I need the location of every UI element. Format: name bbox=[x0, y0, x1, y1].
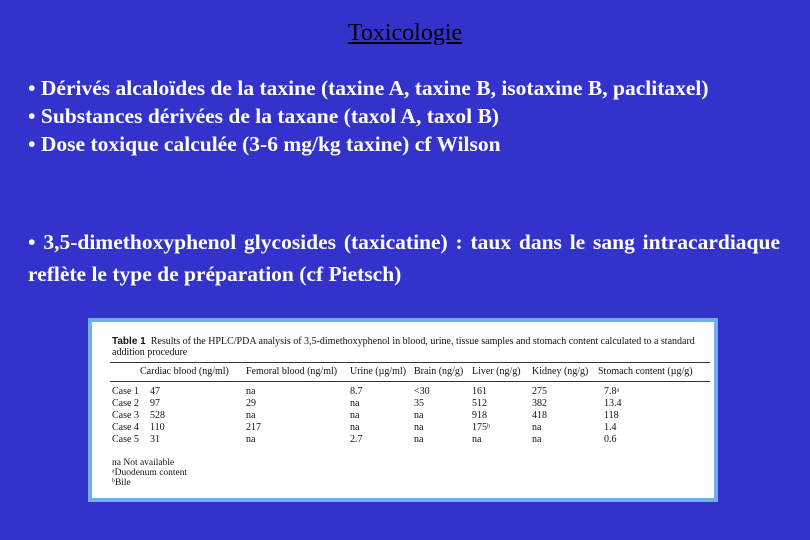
col-header: Brain (ng/g) bbox=[414, 366, 464, 377]
results-table-image bbox=[88, 318, 718, 502]
table-cell-kidney: 418 bbox=[532, 410, 547, 421]
table-cell-femoral: na bbox=[246, 434, 256, 445]
table-cell-case: Case 2 bbox=[112, 398, 139, 409]
table-caption bbox=[112, 336, 712, 358]
table-cell-brain: na bbox=[414, 422, 424, 433]
table-cell-stomach: 118 bbox=[604, 410, 619, 421]
table-cell-brain: 35 bbox=[414, 398, 424, 409]
col-header: Cardiac blood (ng/ml) bbox=[140, 366, 229, 377]
table-cell-urine: 8.7 bbox=[350, 386, 363, 397]
table-cell-stomach: 13.4 bbox=[604, 398, 622, 409]
table-cell-liver: 512 bbox=[472, 398, 487, 409]
table-cell-femoral: na bbox=[246, 386, 256, 397]
col-header: Stomach content (µg/g) bbox=[598, 366, 693, 377]
bullet-item: • Dérivés alcaloïdes de la taxine (taxine A, taxine B, isotaxine B, paclitaxel) bbox=[28, 76, 709, 100]
table-cell-case: Case 4 bbox=[112, 422, 139, 433]
table-row bbox=[92, 410, 714, 422]
col-header: Kidney (ng/g) bbox=[532, 366, 589, 377]
table-cell-stomach: 1.4 bbox=[604, 422, 617, 433]
bullet-item: • Dose toxique calculée (3-6 mg/kg taxine) cf Wilson bbox=[28, 132, 501, 156]
table-cell-cardiac: 47 bbox=[150, 386, 160, 397]
table-cell-urine: na bbox=[350, 398, 360, 409]
table-row bbox=[92, 434, 714, 446]
bullet-list bbox=[28, 74, 780, 158]
table-cell-liver: 175ᵇ bbox=[472, 422, 491, 433]
table-cell-stomach: 7.8ᵃ bbox=[604, 386, 620, 397]
table-cell-cardiac: 31 bbox=[150, 434, 160, 445]
slide-title: Toxicologie bbox=[347, 20, 463, 46]
table-cell-case: Case 5 bbox=[112, 434, 139, 445]
table-cell-urine: 2.7 bbox=[350, 434, 363, 445]
bullet-item-glycosides: • 3,5-dimethoxyphenol glycosides (taxicatine) : taux dans le sang intracardiaque reflète le type de préparation (cf Pietsch) bbox=[28, 230, 780, 286]
table-row bbox=[92, 386, 714, 398]
table-cell-femoral: na bbox=[246, 410, 256, 421]
table-note: ᵃDuodenum content bbox=[112, 468, 188, 478]
table-cell-stomach: 0.6 bbox=[604, 434, 617, 445]
table-row bbox=[92, 422, 714, 434]
table-cell-urine: na bbox=[350, 422, 360, 433]
table-label: Table 1 bbox=[112, 336, 146, 347]
table-cell-brain: na bbox=[414, 434, 424, 445]
table-cell-cardiac: 110 bbox=[150, 422, 165, 433]
table-cell-femoral: 217 bbox=[246, 422, 261, 433]
table-caption-text: Results of the HPLC/PDA analysis of 3,5-dimethoxyphenol in blood, urine, tissue samples and stomach content calculated to a standard addition procedure bbox=[112, 336, 695, 358]
table-cell-liver: na bbox=[472, 434, 482, 445]
table-cell-cardiac: 97 bbox=[150, 398, 160, 409]
col-header: Liver (ng/g) bbox=[472, 366, 521, 377]
table-cell-case: Case 3 bbox=[112, 410, 139, 421]
table-cell-cardiac: 528 bbox=[150, 410, 165, 421]
table-cell-kidney: 275 bbox=[532, 386, 547, 397]
table-cell-kidney: na bbox=[532, 422, 542, 433]
table-note: ᵇBile bbox=[112, 478, 131, 488]
table-cell-urine: na bbox=[350, 410, 360, 421]
table-header-row bbox=[92, 366, 714, 378]
table-cell-liver: 161 bbox=[472, 386, 487, 397]
col-header: Femoral blood (ng/ml) bbox=[246, 366, 338, 377]
bullet-item: • Substances dérivées de la taxane (taxol A, taxol B) bbox=[28, 104, 499, 128]
table-cell-femoral: 29 bbox=[246, 398, 256, 409]
table-cell-brain: <30 bbox=[414, 386, 430, 397]
table-cell-case: Case 1 bbox=[112, 386, 139, 397]
table-rule-header bbox=[110, 381, 710, 382]
table-row bbox=[92, 398, 714, 410]
table-cell-brain: na bbox=[414, 410, 424, 421]
table-cell-kidney: na bbox=[532, 434, 542, 445]
table-rule-top bbox=[110, 362, 710, 363]
table-cell-liver: 918 bbox=[472, 410, 487, 421]
col-header: Urine (µg/ml) bbox=[350, 366, 407, 377]
table-cell-kidney: 382 bbox=[532, 398, 547, 409]
table-note: na Not available bbox=[112, 458, 175, 468]
table-notes bbox=[112, 458, 187, 488]
